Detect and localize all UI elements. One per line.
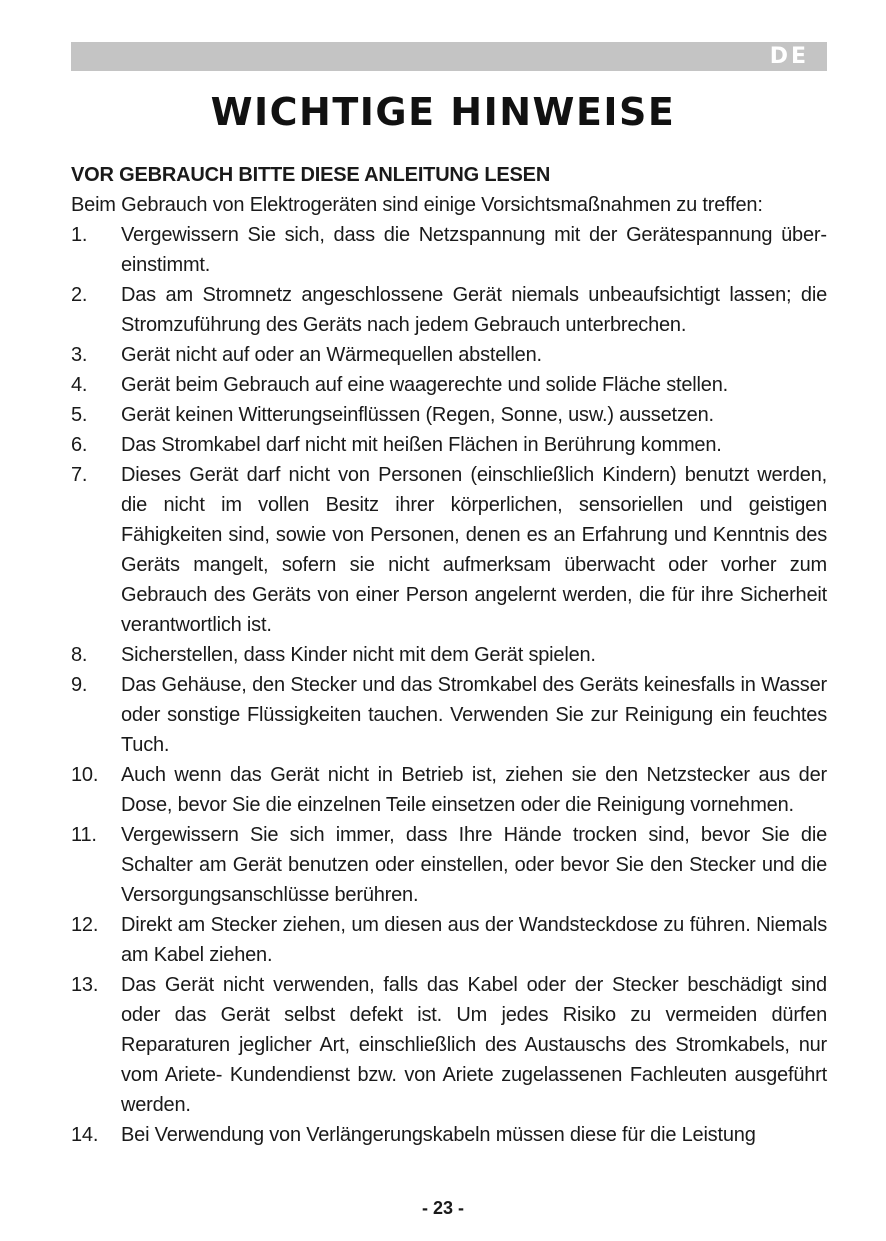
item-text: Gerät nicht auf oder an Wärmequellen abstellen.: [121, 344, 542, 366]
item-number: 12.: [71, 914, 99, 936]
intro-paragraph: Beim Gebrauch von Elektrogeräten sind einige Vorsichtsmaßnahmen zu treffen:: [71, 194, 763, 216]
item-number: 3.: [71, 344, 88, 366]
item-text: Gerät keinen Witterungseinflüssen (Regen, Sonne, usw.) aussetzen.: [121, 404, 714, 426]
item-number: 8.: [71, 644, 88, 666]
item-number: 6.: [71, 434, 88, 456]
list-item: [71, 400, 827, 430]
item-text: Vergewissern Sie sich, dass die Netzspannung mit der Gerätespannung übereinstimmt.: [121, 224, 827, 276]
item-text: Das Stromkabel darf nicht mit heißen Flächen in Berührung kommen.: [121, 434, 722, 456]
item-text: Vergewissern Sie sich immer, dass Ihre Hände trocken sind, bevor Sie die Schalter am Gerät benutzen oder einstellen, oder bevor Sie den Stecker und die Versorgungsanschlüsse berühren.: [121, 824, 827, 906]
item-number: 7.: [71, 464, 88, 486]
item-number: 5.: [71, 404, 88, 426]
item-text: Das am Stromnetz angeschlossene Gerät niemals unbeaufsichtigt lassen; die Stromzuführung des Geräts nach jedem Gebrauch unterbrechen.: [121, 284, 827, 336]
page-number: - 23 -: [421, 1198, 464, 1218]
item-number: 13.: [71, 974, 99, 996]
list-item: [71, 280, 827, 340]
section-heading: VOR GEBRAUCH BITTE DIESE ANLEITUNG LESEN: [71, 164, 551, 186]
list-item: [71, 1120, 827, 1150]
list-item: [71, 370, 827, 400]
language-code: DE: [769, 44, 809, 69]
safety-instructions-list: [71, 220, 827, 1150]
item-text: Auch wenn das Gerät nicht in Betrieb ist, ziehen sie den Netzstecker aus der Dose, bevor Sie die einzelnen Teile einsetzen oder die Reinigung vornehmen.: [121, 764, 827, 816]
item-text: Direkt am Stecker ziehen, um diesen aus der Wandsteckdose zu führen. Niemals am Kabel ziehen.: [121, 914, 827, 966]
language-bar: [71, 42, 827, 71]
list-item: [71, 220, 827, 280]
list-item: [71, 430, 827, 460]
item-text: Das Gerät nicht verwenden, falls das Kabel oder der Stecker beschädigt sind oder das Gerät selbst defekt ist. Um jedes Risiko zu vermeiden dürfen Reparaturen jeglicher Art, einschließlich des Austauschs des Stromkabels, nur vom Ariete- Kundendienst bzw. von Ariete zugelassenen Fachleuten ausgeführt werden.: [121, 974, 827, 1116]
list-item: [71, 640, 827, 670]
list-item: [71, 910, 827, 970]
list-item: [71, 760, 827, 820]
page-title: WICHTIGE HINWEISE: [210, 90, 676, 134]
item-number: 2.: [71, 284, 88, 306]
document-body: [71, 160, 827, 1150]
item-text: Bei Verwendung von Verlängerungskabeln müssen diese für die Leistung: [121, 1124, 756, 1146]
item-number: 9.: [71, 674, 88, 696]
item-number: 14.: [71, 1124, 99, 1146]
list-item: [71, 970, 827, 1120]
item-number: 10.: [71, 764, 99, 786]
item-number: 4.: [71, 374, 88, 396]
list-item: [71, 340, 827, 370]
list-item: [71, 820, 827, 910]
item-number: 11.: [71, 824, 97, 846]
list-item: [71, 670, 827, 760]
list-item: [71, 460, 827, 640]
item-text: Dieses Gerät darf nicht von Personen (einschließlich Kindern) benutzt werden, die nicht im vollen Besitz ihrer körperlichen, sensoriellen und geistigen Fähigkeiten sind, sowie von Personen, denen es an Erfahrung und Kenntnis des Geräts mangelt, sofern sie nicht aufmerksam überwacht oder vorher zum Gebrauch des Geräts von einer Person angelernt werden, die für ihre Sicherheit verantwortlich ist.: [121, 464, 827, 636]
item-text: Das Gehäuse, den Stecker und das Stromkabel des Geräts keinesfalls in Wasser oder sonstige Flüssigkeiten tauchen. Verwenden Sie zur Reinigung ein feuchtes Tuch.: [121, 674, 827, 756]
item-text: Sicherstellen, dass Kinder nicht mit dem Gerät spielen.: [121, 644, 596, 666]
item-text: Gerät beim Gebrauch auf eine waagerechte und solide Fläche stellen.: [121, 374, 728, 396]
item-number: 1.: [71, 224, 88, 246]
